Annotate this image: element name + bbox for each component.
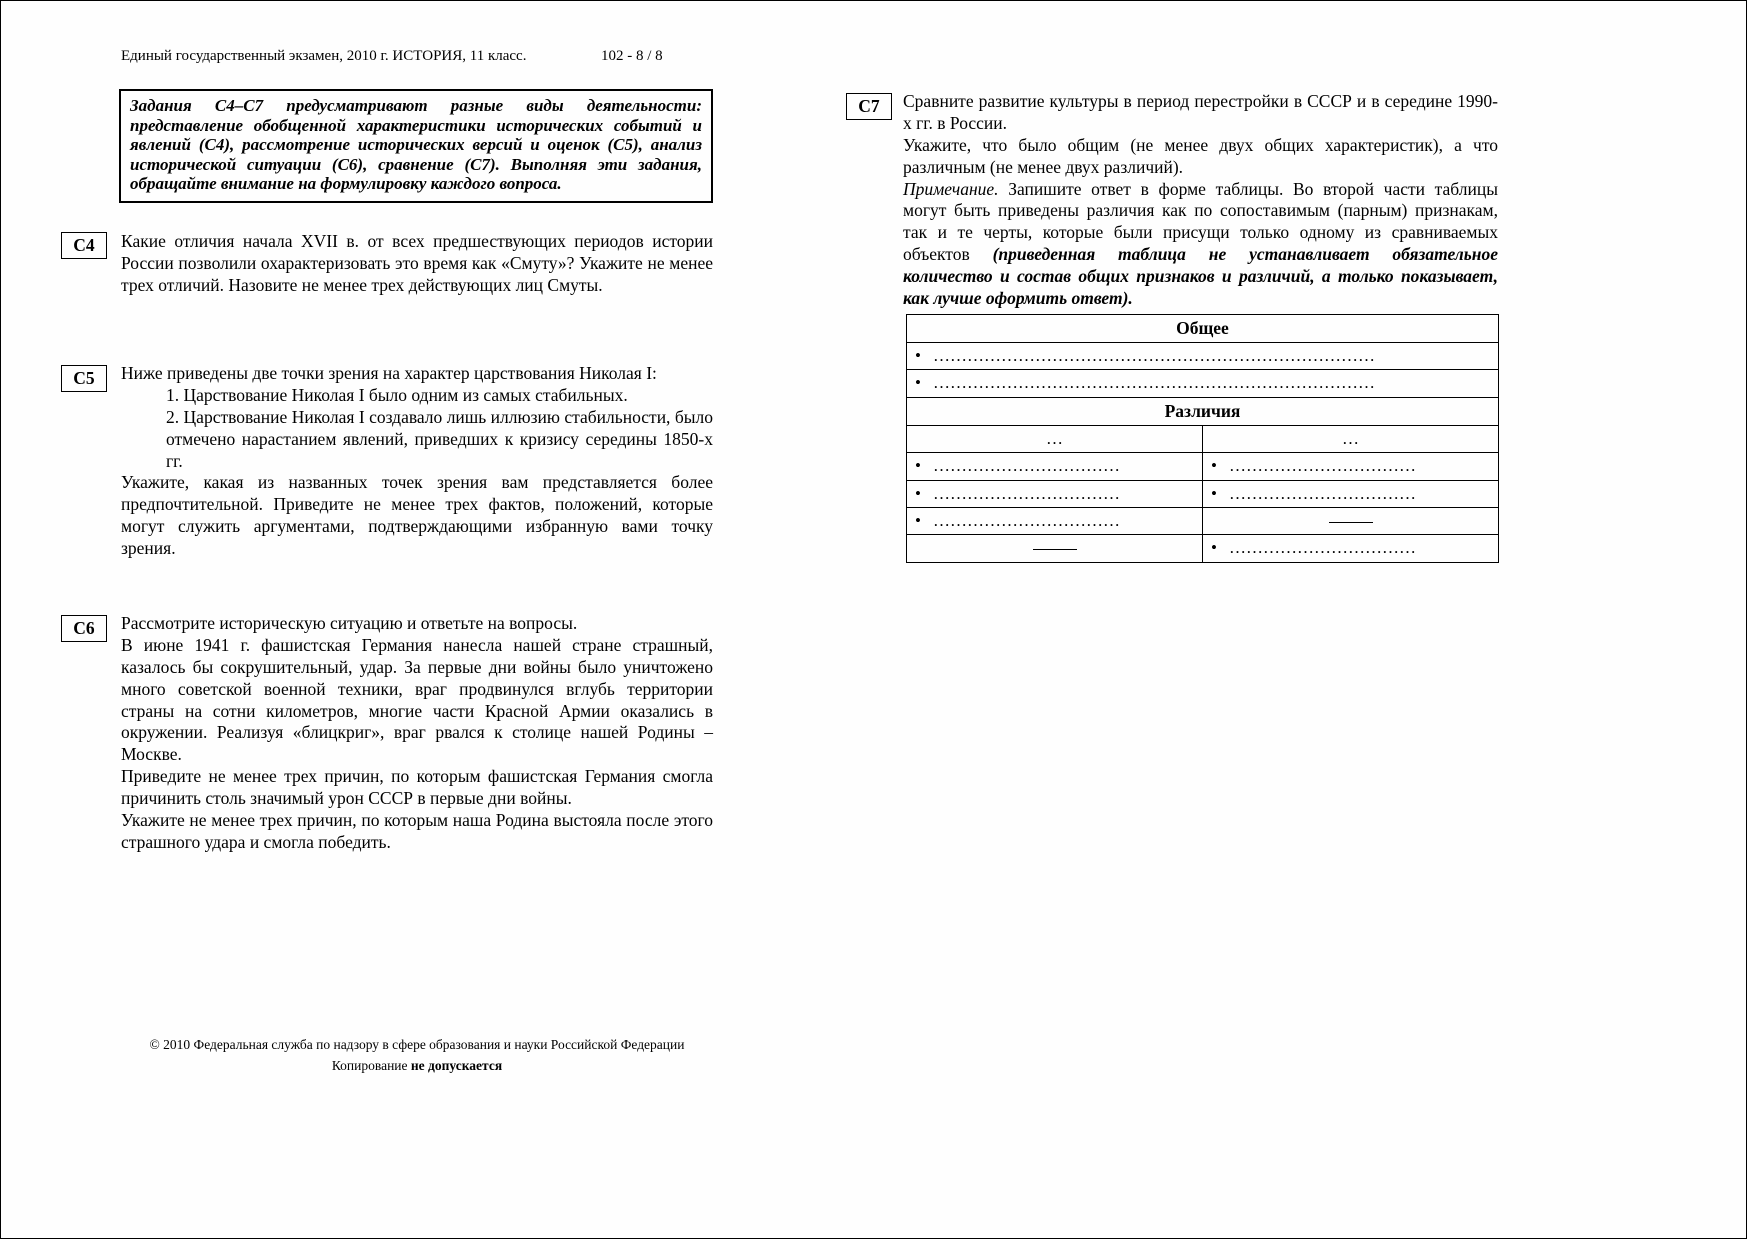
table-row (907, 453, 1499, 480)
footer-copyright: © 2010 Федеральная служба по надзору в сфере образования и науки Российской Федерации (149, 1037, 685, 1052)
c6-situation: В июне 1941 г. фашистская Германия нанесла нашей стране страшный, казалось бы сокрушительный, удар. За первые дни войны было уничтожено много советской военной техники, враг продвинулся вглубь территории страны на сотни километров, многие части Красной Армии оказались в окружении. Реализуя «блицкриг», враг рвался к столице нашей Родины – Москве. (121, 634, 713, 765)
diff-left-line-2 (907, 480, 1203, 507)
bullet-icon: • (915, 456, 921, 476)
footer-copy-notice (121, 1056, 713, 1077)
common-answer-line-1 (907, 343, 1499, 370)
dotted-line: …………………………………………………………………… (933, 346, 1375, 365)
diff-left-line-1 (907, 453, 1203, 480)
dotted-line: …………………………… (933, 510, 1120, 530)
header-exam-title: Единый государственный экзамен, 2010 г. ИСТОРИЯ, 11 класс. (121, 48, 527, 64)
footer-copy-prefix: Копирование (331, 1057, 411, 1073)
table-row (907, 535, 1499, 562)
c7-requirements: Укажите, что было общим (не менее двух общих характеристик), а что различным (не менее двух различий). (903, 134, 1498, 177)
dotted-line: …………………………… (1229, 538, 1416, 558)
question-c5 (121, 363, 713, 560)
table-row (907, 370, 1499, 397)
common-answer-line-2 (907, 370, 1499, 397)
comparison-table (906, 314, 1499, 563)
table-row (907, 397, 1499, 425)
question-c7 (903, 91, 1498, 310)
diff-right-line-2 (1203, 480, 1499, 507)
dotted-line: …………………………… (1229, 456, 1416, 476)
c5-viewpoint-2: 2. Царствование Николая I создавало лишь иллюзию стабильности, было отмечено нарастанием явлений, приведших к кризису середины 1850-х гг. (166, 406, 713, 471)
dotted-line: …………………………… (1229, 483, 1416, 503)
bullet-icon: • (915, 483, 921, 503)
c7-note-label: Примечание. (903, 178, 999, 199)
c7-task: Сравните развитие культуры в период перестройки в СССР и в середине 1990-х гг. в России. (903, 91, 1498, 133)
c7-note-body: Запишите ответ в форме таблицы. Во второй части таблицы могут быть приведены различия как по сопоставимым (парным) признакам, так и те черты, которые были присущи только одному из сравниваемых объектов (903, 178, 1498, 265)
footer-copy-bold: не допускается (410, 1057, 503, 1073)
instructions-box (119, 89, 713, 203)
bullet-icon: • (1211, 456, 1217, 476)
diff-left-empty (907, 535, 1203, 562)
question-label-c6: С6 (61, 615, 107, 642)
c6-intro: Рассмотрите историческую ситуацию и ответьте на вопросы. (121, 613, 578, 633)
diff-column-right-header: … (1203, 425, 1499, 452)
question-c4 (121, 231, 713, 297)
dotted-line: …………………………………………………………………… (933, 373, 1375, 393)
bullet-icon: • (915, 373, 921, 393)
table-row (907, 425, 1499, 452)
diff-right-line-1 (1203, 453, 1499, 480)
question-label-c5: С5 (61, 365, 107, 392)
table-row (907, 343, 1499, 370)
answer-line (1033, 549, 1077, 550)
c4-text: Какие отличия начала XVII в. от всех предшествующих периодов истории России позволили охарактеризовать это время как «Смуту»? Укажите не менее трех отличий. Назовите не менее трех действующих лиц Смуты. (121, 231, 713, 295)
c7-note (903, 179, 1498, 310)
table-row (907, 507, 1499, 534)
diff-column-left-header: … (907, 425, 1203, 452)
table-header-common: Общее (907, 315, 1499, 343)
c7-note-tail: (приведенная таблица не устанавливает обязательное количество и состав общих признаков и различий, а только показывает, как лучше оформить ответ). (903, 244, 1498, 308)
question-label-c4: С4 (61, 232, 107, 259)
footer (121, 1035, 713, 1077)
table-row (907, 480, 1499, 507)
instructions-text: Задания С4–С7 предусматривают разные виды деятельности: представление обобщенной характеристики исторических событий и явлений (С4), рассмотрение исторических версий и оценок (С5), анализ исторической ситуации (С6), сравнение (С7). Выполняя эти задания, обращайте внимание на формулировку каждого вопроса. (130, 96, 702, 194)
question-c6 (121, 613, 713, 854)
bullet-icon: • (1211, 538, 1217, 558)
question-label-c7: С7 (846, 93, 892, 120)
bullet-icon: • (915, 510, 921, 530)
c6-task-1: Приведите не менее трех причин, по которым фашистская Германия смогла причинить столь значимый урон СССР в первые дни войны. (121, 766, 713, 808)
diff-left-line-3 (907, 507, 1203, 534)
header-page-number: 102 - 8 / 8 (601, 48, 663, 64)
c6-task-2: Укажите не менее трех причин, по которым наша Родина выстояла после этого страшного удара и смогла победить. (121, 809, 713, 852)
c5-outro: Укажите, какая из названных точек зрения вам представляется более предпочтительной. Приведите не менее трех фактов, положений, которые могут служить аргументами, подтверждающими избранную вами точку зрения. (121, 472, 713, 558)
c5-intro: Ниже приведены две точки зрения на характер царствования Николая I: (121, 363, 657, 383)
answer-line (1329, 522, 1373, 523)
diff-right-line-3 (1203, 535, 1499, 562)
bullet-icon: • (1211, 483, 1217, 503)
dotted-line: …………………………… (933, 483, 1120, 503)
table-row (907, 315, 1499, 343)
bullet-icon: • (915, 346, 921, 365)
table-header-differences: Различия (907, 397, 1499, 425)
c5-viewpoint-1: 1. Царствование Николая I было одним из самых стабильных. (166, 384, 628, 405)
dotted-line: …………………………… (933, 456, 1120, 476)
diff-right-empty (1203, 507, 1499, 534)
